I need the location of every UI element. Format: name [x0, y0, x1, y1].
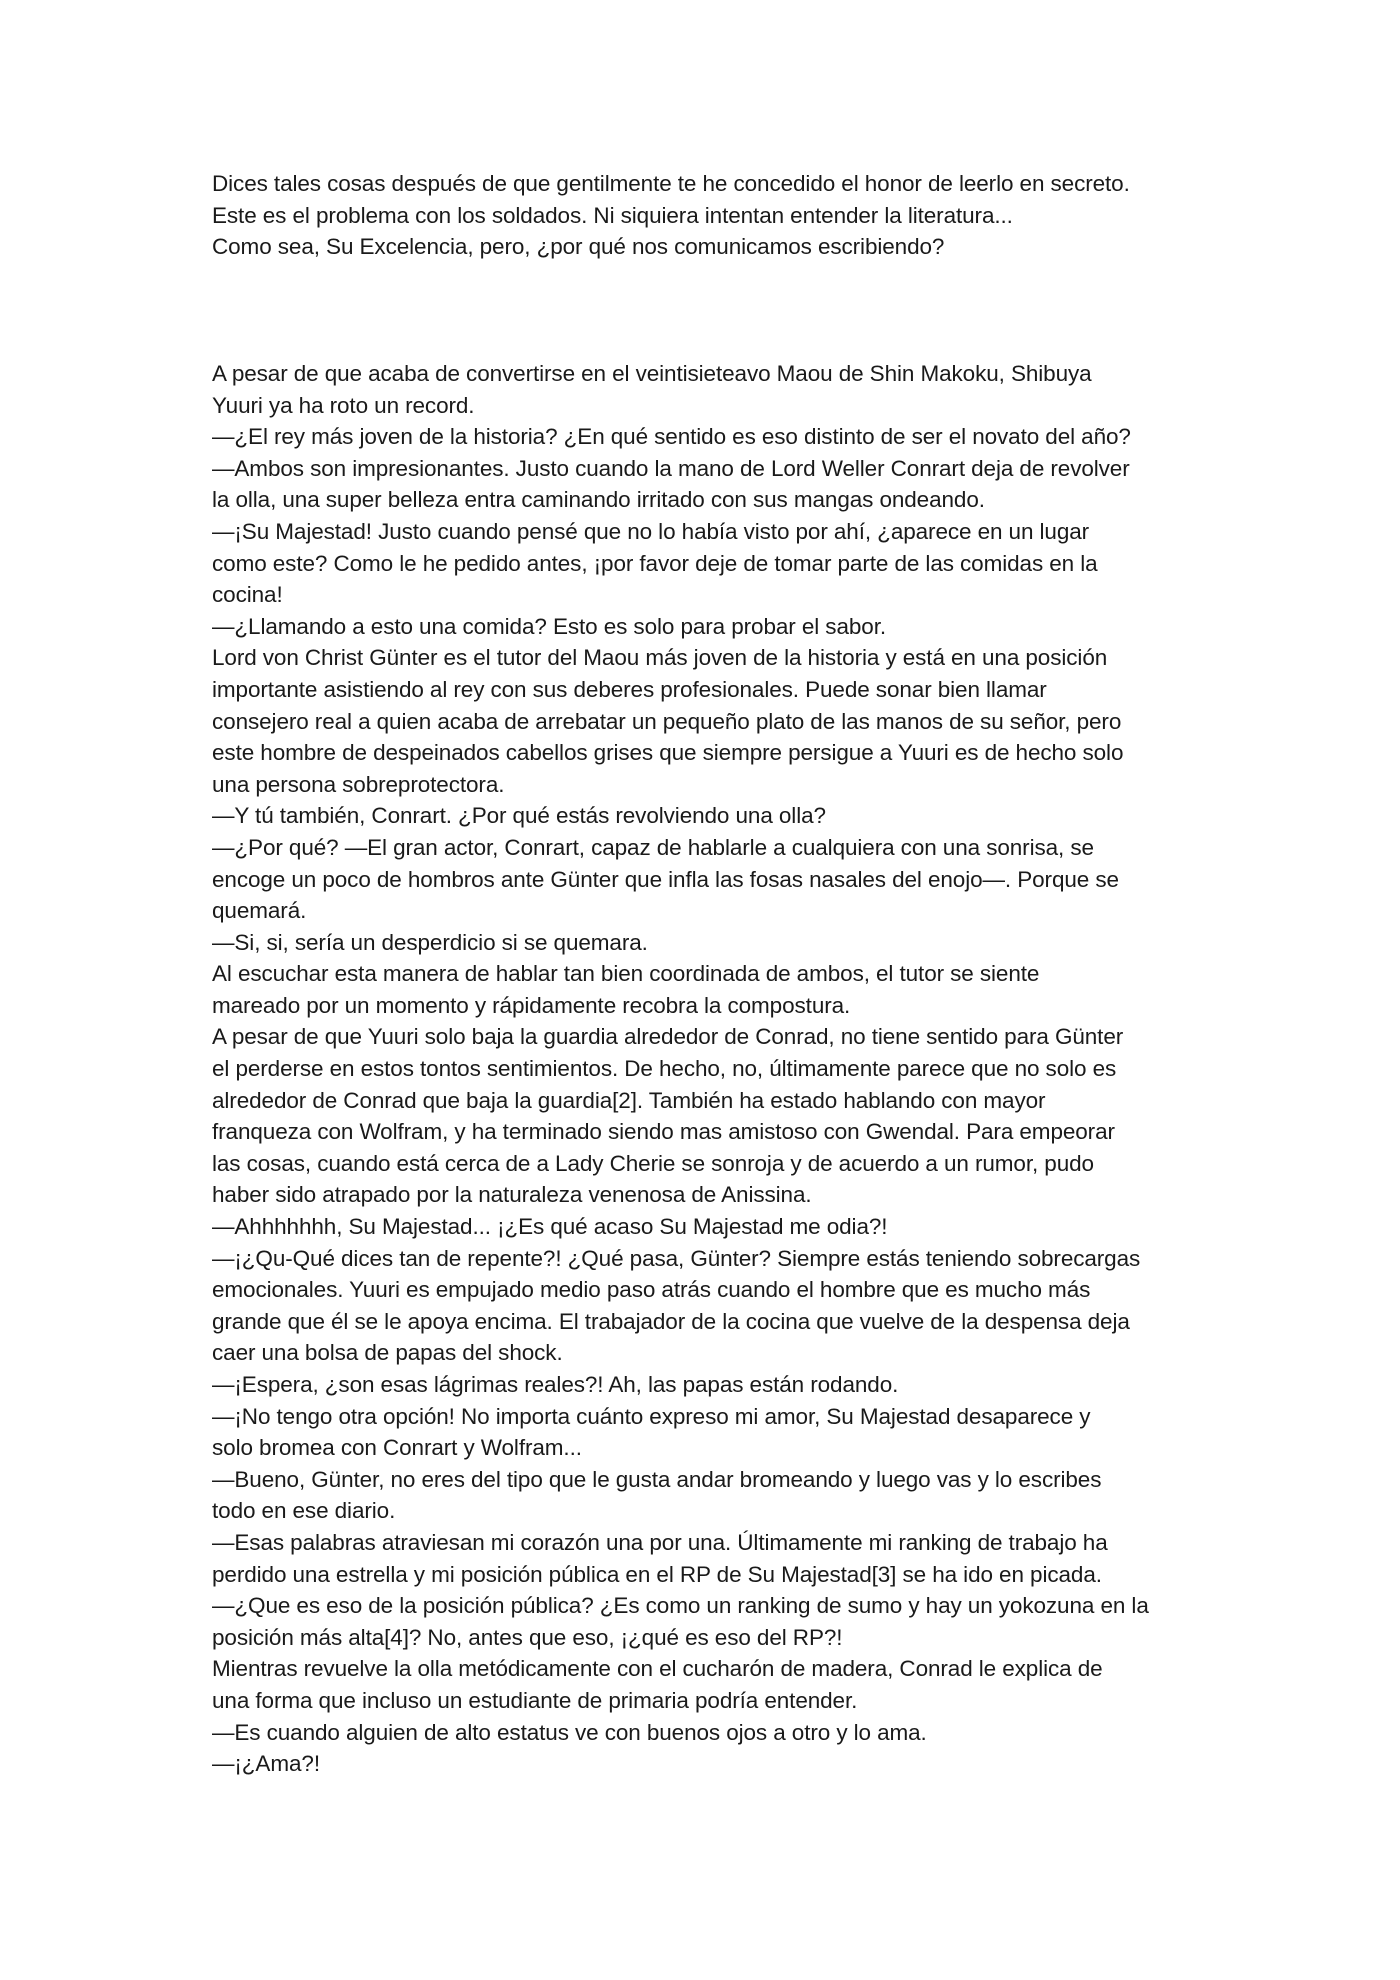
text-line: —Ambos son impresionantes. Justo cuando la mano de Lord Weller Conrart deja de revolver — [212, 455, 1130, 481]
text-line: alrededor de Conrad que baja la guardia[2]. También ha estado hablando con mayor — [212, 1087, 1046, 1113]
text-line: una persona sobreprotectora. — [212, 771, 505, 797]
text-line: las cosas, cuando está cerca de a Lady Cherie se sonroja y de acuerdo a un rumor, pudo — [212, 1150, 1094, 1176]
text-line: Mientras revuelve la olla metódicamente con el cucharón de madera, Conrad le explica de — [212, 1656, 1103, 1682]
text-line: solo bromea con Conrart y Wolfram... — [212, 1435, 582, 1461]
main-text — [212, 358, 1192, 1780]
text-line: Lord von Christ Günter es el tutor del Maou más joven de la historia y está en una posición — [212, 645, 1108, 671]
text-line: Dices tales cosas después de que gentilmente te he concedido el honor de leerlo en secreto. — [212, 171, 1130, 196]
text-line: A pesar de que acaba de convertirse en el veintisieteavo Maou de Shin Makoku, Shibuya — [212, 361, 1092, 386]
text-line: consejero real a quien acaba de arrebatar un pequeño plato de las manos de su señor, pero — [212, 708, 1122, 734]
text-line: —¿El rey más joven de la historia? ¿En qué sentido es eso distinto de ser el novato del año? — [212, 424, 1131, 450]
text-line: encoge un poco de hombros ante Günter que infla las fosas nasales del enojo—. Porque se — [212, 866, 1119, 892]
text-line: —Si, si, sería un desperdicio si se quemara. — [212, 929, 648, 955]
text-line: —¡Su Majestad! Justo cuando pensé que no lo había visto por ahí, ¿aparece en un lugar — [212, 518, 1090, 544]
text-line: el perderse en estos tontos sentimientos. De hecho, no, últimamente parece que no solo es — [212, 1056, 1117, 1082]
text-line: importante asistiendo al rey con sus deberes profesionales. Puede sonar bien llamar — [212, 676, 1047, 702]
text-line: cocina! — [212, 582, 283, 608]
text-line: caer una bolsa de papas del shock. — [212, 1340, 563, 1366]
text-line: —¡¿Qu-Qué dices tan de repente?! ¿Qué pasa, Günter? Siempre estás teniendo sobrecargas — [212, 1245, 1141, 1271]
text-line: —Esas palabras atraviesan mi corazón una por una. Últimamente mi ranking de trabajo ha — [212, 1529, 1108, 1555]
text-line: —¿Que es eso de la posición pública? ¿Es como un ranking de sumo y hay un yokozuna en la — [212, 1593, 1149, 1619]
text-line: —Es cuando alguien de alto estatus ve con buenos ojos a otro y lo ama. — [212, 1719, 927, 1745]
text-line: franqueza con Wolfram, y ha terminado siendo mas amistoso con Gwendal. Para empeorar — [212, 1119, 1115, 1145]
text-line: —Y tú también, Conrart. ¿Por qué estás revolviendo una olla? — [212, 803, 826, 829]
text-line: todo en ese diario. — [212, 1498, 396, 1524]
text-line: la olla, una super belleza entra caminando irritado con sus mangas ondeando. — [212, 487, 985, 513]
text-line: este hombre de despeinados cabellos grises que siempre persigue a Yuuri es de hecho solo — [212, 740, 1124, 766]
text-line: haber sido atrapado por la naturaleza venenosa de Anissina. — [212, 1182, 812, 1208]
text-line: —¡Espera, ¿son esas lágrimas reales?! Ah, las papas están rodando. — [212, 1372, 899, 1397]
text-line: posición más alta[4]? No, antes que eso, ¡¿qué es eso del RP?! — [212, 1624, 843, 1650]
text-line: A pesar de que Yuuri solo baja la guardia alrededor de Conrad, no tiene sentido para Günter — [212, 1024, 1124, 1050]
text-line: —¿Llamando a esto una comida? Esto es solo para probar el sabor. — [212, 613, 886, 639]
text-line: Este es el problema con los soldados. Ni siquiera intentan entender la literatura... — [212, 202, 1013, 228]
text-line: Al escuchar esta manera de hablar tan bien coordinada de ambos, el tutor se siente — [212, 961, 1040, 987]
text-line: —Bueno, Günter, no eres del tipo que le gusta andar bromeando y luego vas y lo escribes — [212, 1466, 1102, 1492]
text-line: —¿Por qué? —El gran actor, Conrart, capaz de hablarle a cualquiera con una sonrisa, se — [212, 834, 1094, 860]
text-line: mareado por un momento y rápidamente recobra la compostura. — [212, 992, 851, 1018]
intro-paragraph — [212, 168, 1192, 263]
text-line: —¡¿Ama?! — [212, 1751, 320, 1777]
text-line: perdido una estrella y mi posición pública en el RP de Su Majestad[3] se ha ido en picada. — [212, 1561, 1102, 1587]
text-line: una forma que incluso un estudiante de primaria podría entender. — [212, 1687, 858, 1713]
text-line: —¡No tengo otra opción! No importa cuánto expreso mi amor, Su Majestad desaparece y — [212, 1403, 1091, 1429]
text-line: Como sea, Su Excelencia, pero, ¿por qué nos comunicamos escribiendo? — [212, 234, 945, 260]
text-line: como este? Como le he pedido antes, ¡por favor deje de tomar parte de las comidas en la — [212, 550, 1098, 576]
text-line: grande que él se le apoya encima. El trabajador de la cocina que vuelve de la despensa deja — [212, 1308, 1130, 1334]
text-line: emocionales. Yuuri es empujado medio paso atrás cuando el hombre que es mucho más — [212, 1277, 1091, 1303]
text-line: —Ahhhhhhh, Su Majestad... ¡¿Es qué acaso Su Majestad me odia?! — [212, 1214, 888, 1240]
text-line: Yuuri ya ha roto un record. — [212, 392, 475, 418]
text-line: quemará. — [212, 898, 307, 924]
